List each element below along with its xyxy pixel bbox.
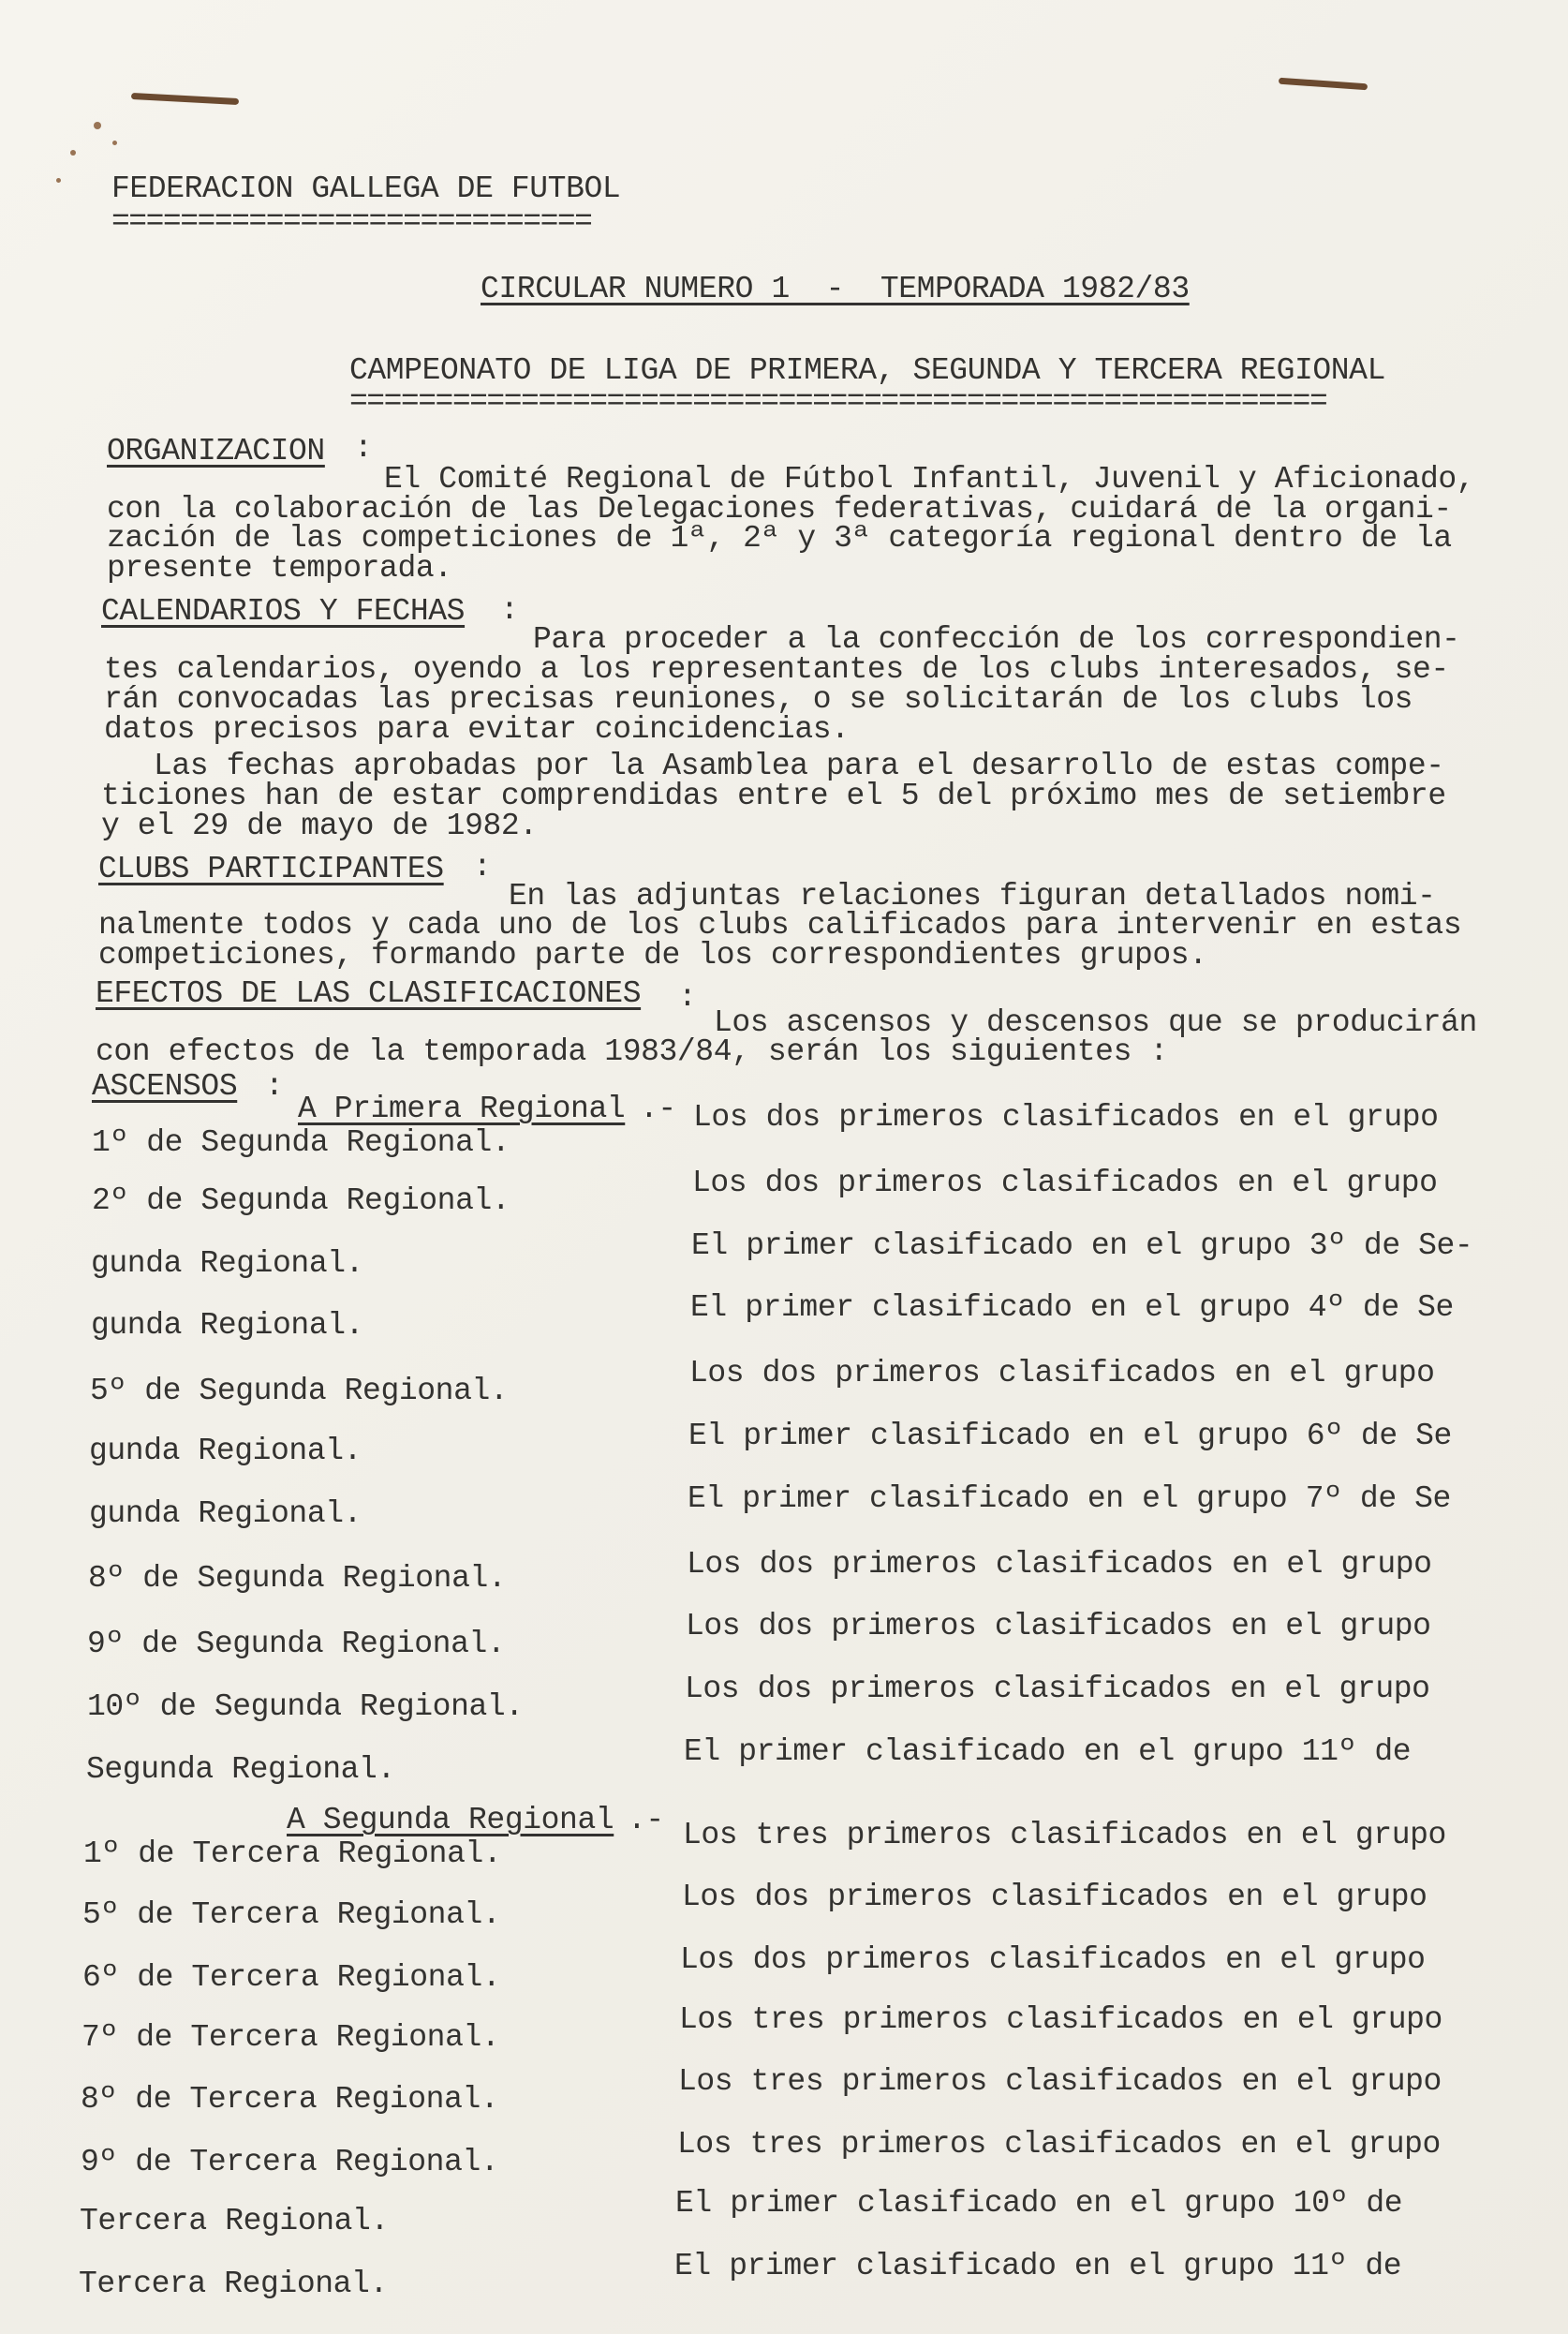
row-right-text: El primer clasificado en el grupo 7º de Se — [688, 1481, 1451, 1516]
suffix: .- — [628, 1803, 664, 1837]
row-left-text: 10º de Segunda Regional. — [87, 1689, 524, 1724]
rust-spot — [56, 178, 61, 183]
row-right-text: Los tres primeros clasificados en el grupo — [678, 2064, 1442, 2099]
row-left-text: 1º de Tercera Regional. — [83, 1836, 502, 1871]
text-line: nalmente todos y cada uno de los clubs calificados para intervenir en estas — [98, 908, 1462, 943]
text-line: Los ascensos y descensos que se producirán — [714, 1005, 1477, 1040]
row-left-text: gunda Regional. — [89, 1434, 362, 1468]
row-left-text: gunda Regional. — [91, 1246, 364, 1281]
heading-calendarios: CALENDARIOS Y FECHAS — [101, 594, 466, 629]
text-line: presente temporada. — [107, 551, 452, 586]
row-right-text: Los dos primeros clasificados en el grupo — [692, 1166, 1438, 1200]
row-right-text: Los dos primeros clasificados en el grupo — [687, 1547, 1432, 1582]
staple-right — [1279, 78, 1368, 91]
heading-ascensos: ASCENSOS — [92, 1069, 238, 1104]
circular-number: CIRCULAR NUMERO 1 - TEMPORADA 1982/83 — [481, 272, 1190, 306]
subheading-primera: A Primera Regional — [298, 1092, 626, 1126]
row-left-text: 5º de Segunda Regional. — [90, 1374, 509, 1408]
rust-spot — [112, 141, 117, 145]
text-line: El Comité Regional de Fútbol Infantil, Juvenil y Aficionado, — [384, 462, 1475, 497]
text-line: con efectos de la temporada 1983/84, serán los siguientes : — [96, 1034, 1168, 1069]
text-line: Para proceder a la confección de los correspondien- — [533, 622, 1460, 657]
suffix: .- — [640, 1092, 676, 1126]
org-rule: ============================ — [111, 204, 592, 239]
row-right-text: Los dos primeros clasificados en el grupo — [682, 1880, 1427, 1914]
row-left-text: 9º de Segunda Regional. — [87, 1627, 506, 1661]
row-left-text: 9º de Tercera Regional. — [81, 2145, 499, 2179]
text-line: tes calendarios, oyendo a los representantes de los clubs interesados, se- — [104, 652, 1449, 687]
row-right-text: Los dos primeros clasificados en el grupo — [685, 1672, 1430, 1706]
row-right-text: El primer clasificado en el grupo 11º de — [684, 1734, 1412, 1769]
text-line: rán convocadas las precisas reuniones, o se solicitarán de los clubs los — [104, 682, 1413, 717]
rust-spot — [70, 150, 76, 156]
row-right-text: El primer clasificado en el grupo 3º de Se- — [691, 1228, 1473, 1263]
row-right-text: Los tres primeros clasificados en el grupo — [677, 2127, 1441, 2162]
row-left-text: Tercera Regional. — [79, 2267, 388, 2301]
colon: : — [354, 431, 373, 466]
text-line: zación de las competiciones de 1ª, 2ª y 3ª categoría regional dentro de la — [107, 521, 1452, 556]
staple-left — [131, 93, 239, 105]
text-line: y el 29 de mayo de 1982. — [101, 809, 538, 843]
row-right-text: El primer clasificado en el grupo 4º de Se — [690, 1290, 1454, 1325]
row-left-text: 2º de Segunda Regional. — [92, 1183, 510, 1218]
row-left-text: 6º de Tercera Regional. — [82, 1960, 501, 1995]
row-right-text: Los tres primeros clasificados en el grupo — [683, 1818, 1446, 1852]
colon: : — [265, 1069, 284, 1104]
row-right-text: El primer clasificado en el grupo 10º de — [675, 2186, 1403, 2221]
row-left-text: 8º de Segunda Regional. — [88, 1561, 507, 1596]
heading-organizacion: ORGANIZACION — [107, 434, 325, 468]
row-right-text: Los dos primeros clasificados en el grupo — [689, 1356, 1435, 1390]
row-left-text: 8º de Tercera Regional. — [81, 2082, 499, 2117]
row-left-text: Tercera Regional. — [80, 2204, 389, 2238]
row-right-text: Los dos primeros clasificados en el grupo — [680, 1942, 1426, 1977]
row-right-text: Los dos primeros clasificados en el grupo — [686, 1609, 1431, 1643]
row-right-text: Los tres primeros clasificados en el grupo — [679, 2002, 1442, 2037]
colon: : — [473, 850, 492, 885]
text-line: datos precisos para evitar coincidencias. — [104, 712, 850, 747]
colon: : — [500, 593, 519, 628]
row-right-text: El primer clasificado en el grupo 11º de — [674, 2249, 1402, 2283]
heading-clubs: CLUBS PARTICIPANTES — [98, 852, 444, 886]
subheading-segunda: A Segunda Regional — [287, 1803, 614, 1837]
row-left-text: gunda Regional. — [89, 1496, 362, 1531]
heading-efectos: EFECTOS DE LAS CLASIFICACIONES — [96, 976, 642, 1011]
text-line: Las fechas aprobadas por la Asamblea para el desarrollo de estas compe- — [154, 749, 1444, 783]
colon: : — [678, 980, 697, 1015]
text-line: con la colaboración de las Delegaciones federativas, cuidará de la organi- — [107, 492, 1452, 527]
text-line: En las adjuntas relaciones figuran detallados nomi- — [509, 879, 1436, 914]
row-left-text: gunda Regional. — [91, 1308, 364, 1343]
row-right-text: Los dos primeros clasificados en el grupo — [693, 1100, 1439, 1135]
campeonato-title: CAMPEONATO DE LIGA DE PRIMERA, SEGUNDA Y TERCERA REGIONAL — [349, 353, 1385, 388]
title-rule: ========================================================= — [349, 384, 1327, 419]
rust-spot — [94, 122, 101, 129]
row-right-text: El primer clasificado en el grupo 6º de Se — [688, 1419, 1452, 1453]
row-left-text: Segunda Regional. — [86, 1752, 395, 1787]
text-line: ticiones han de estar comprendidas entre el 5 del próximo mes de setiembre — [101, 779, 1446, 813]
row-left-text: 5º de Tercera Regional. — [82, 1897, 501, 1932]
org-name: FEDERACION GALLEGA DE FUTBOL — [111, 171, 621, 206]
row-left-text: 1º de Segunda Regional. — [92, 1125, 510, 1160]
row-left-text: 7º de Tercera Regional. — [81, 2020, 500, 2055]
text-line: competiciones, formando parte de los correspondientes grupos. — [98, 938, 1207, 973]
